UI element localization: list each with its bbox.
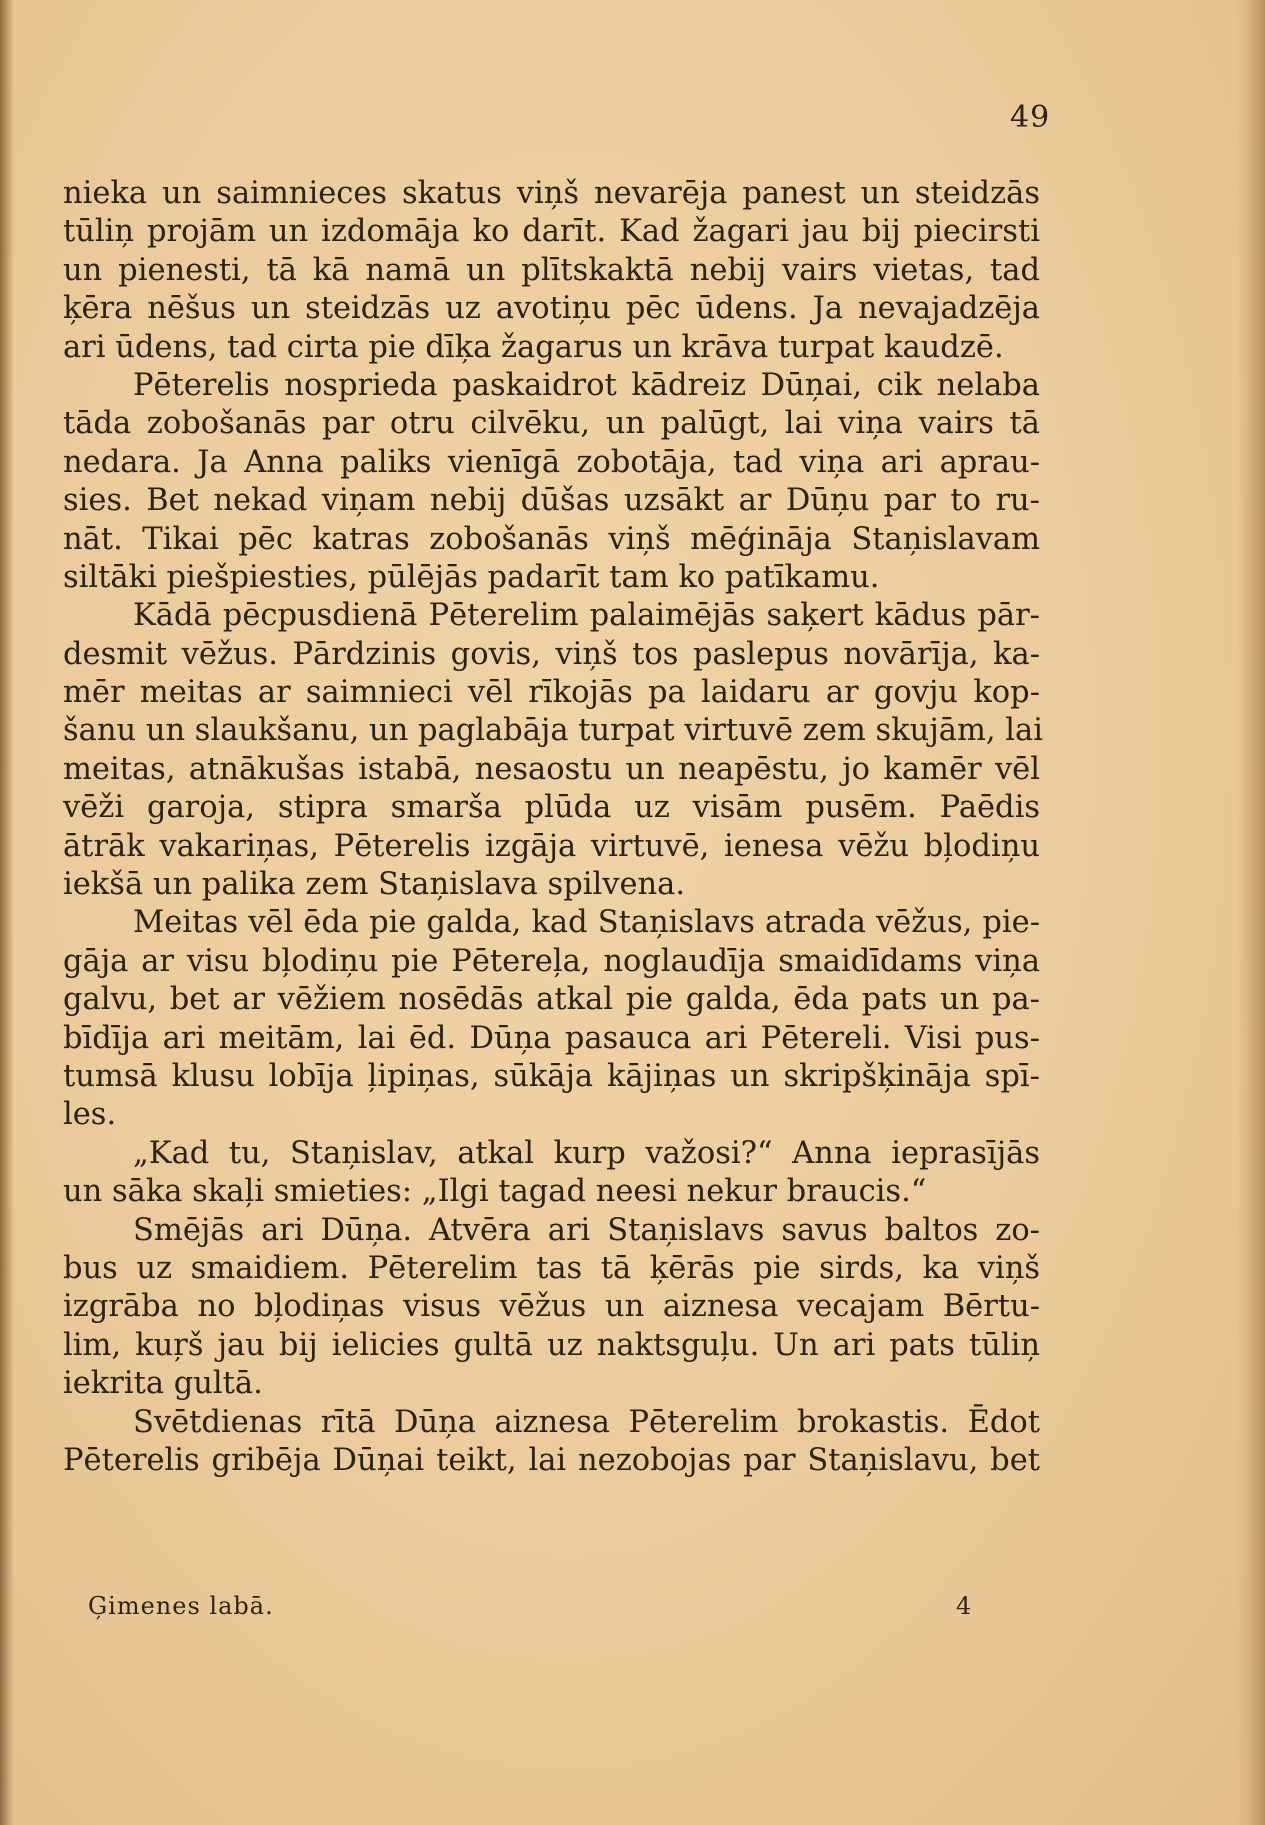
text-line: ātrāk vakariņas, Pēterelis izgāja virtuvē, ienesa vēžu bļodiņu: [63, 828, 1040, 864]
text-line: sies. Bet nekad viņam nebij dūšas uzsākt ar Dūņu par to ru-: [63, 483, 1040, 519]
text-line: gāja ar visu bļodiņu pie Pētereļa, noglaudīja smaidīdams viņa: [63, 943, 1040, 979]
text-line: un sāka skaļi smieties: „Ilgi tagad neesi nekur braucis.“: [63, 1174, 927, 1210]
page-spine-shadow: [0, 0, 14, 1825]
footer-signature-number: 4: [956, 1592, 972, 1620]
text-line: ķēra nēšus un steidzās uz avotiņu pēc ūdens. Ja nevajadzēja: [63, 291, 1040, 327]
text-line: iekrita gultā.: [63, 1366, 263, 1402]
text-line: Pēterelis nosprieda paskaidrot kādreiz Dūņai, cik nelaba: [133, 367, 1040, 403]
text-line: un pienesti, tā kā namā un plītskaktā nebij vairs vietas, tad: [63, 252, 1040, 288]
text-line: les.: [63, 1097, 117, 1133]
text-line: vēži garoja, stipra smarša plūda uz visām pusēm. Paēdis: [63, 790, 1040, 826]
text-line: meitas, atnākušas istabā, nesaostu un neapēstu, jo kamēr vēl: [63, 751, 1040, 787]
text-line: Pēterelis gribēja Dūņai teikt, lai nezobojas par Staņislavu, bet: [63, 1442, 1040, 1478]
text-line: siltāki piešpiesties, pūlējās padarīt tam ko patīkamu.: [63, 559, 880, 595]
page-edge-shadow: [1237, 0, 1265, 1825]
text-line: Smējās ari Dūņa. Atvēra ari Staņislavs savus baltos zo-: [133, 1212, 1040, 1248]
text-line: izgrāba no bļodiņas visus vēžus un aiznesa vecajam Bērtu-: [63, 1289, 1040, 1325]
text-line: Meitas vēl ēda pie galda, kad Staņislavs atrada vēžus, pie-: [133, 905, 1040, 941]
text-line: bīdīja ari meitām, lai ēd. Dūņa pasauca ari Pētereli. Visi pus-: [63, 1020, 1040, 1056]
text-line: Kādā pēcpusdienā Pēterelim palaimējās saķert kādus pār-: [133, 598, 1040, 634]
text-line: lim, kuŗš jau bij ielicies gultā uz naktsguļu. Un ari pats tūliņ: [63, 1327, 1040, 1363]
text-line: mēr meitas ar saimnieci vēl rīkojās pa laidaru ar govju kop-: [63, 675, 1040, 711]
text-line: iekšā un palika zem Staņislava spilvena.: [63, 867, 686, 903]
text-line: tūliņ projām un izdomāja ko darīt. Kad žagari jau bij piecirsti: [63, 214, 1040, 250]
text-line: desmit vēžus. Pārdzinis govis, viņš tos paslepus novārīja, ka-: [63, 636, 1040, 672]
body-text: [63, 175, 1043, 1480]
text-line: ari ūdens, tad cirta pie dīķa žagarus un krāva turpat kaudzē.: [63, 329, 1004, 365]
text-line: galvu, bet ar vēžiem nosēdās atkal pie galda, ēda pats un pa-: [63, 982, 1040, 1018]
footer-signature-title: Ģimenes labā.: [88, 1592, 274, 1620]
text-line: Svētdienas rītā Dūņa aiznesa Pēterelim brokastis. Ēdot: [133, 1404, 1040, 1440]
text-line: tumsā klusu lobīja ļipiņas, sūkāja kājiņas un skripšķināja spī-: [63, 1058, 1040, 1094]
page-number: 49: [1010, 100, 1051, 135]
text-line: šanu un slaukšanu, un paglabāja turpat virtuvē zem skujām, lai: [63, 713, 1043, 749]
text-line: tāda zobošanās par otru cilvēku, un palūgt, lai viņa vairs tā: [63, 406, 1040, 442]
text-line: nāt. Tikai pēc katras zobošanās viņš mēģināja Staņislavam: [63, 521, 1040, 557]
text-line: bus uz smaidiem. Pēterelim tas tā ķērās pie sirds, ka viņš: [63, 1250, 1040, 1286]
text-line: „Kad tu, Staņislav, atkal kurp važosi?“ Anna ieprasījās: [133, 1135, 1040, 1171]
text-line: nedara. Ja Anna paliks vienīgā zobotāja, tad viņa ari aprau-: [63, 444, 1040, 480]
text-line: nieka un saimnieces skatus viņš nevarēja panest un steidzās: [63, 176, 1040, 211]
